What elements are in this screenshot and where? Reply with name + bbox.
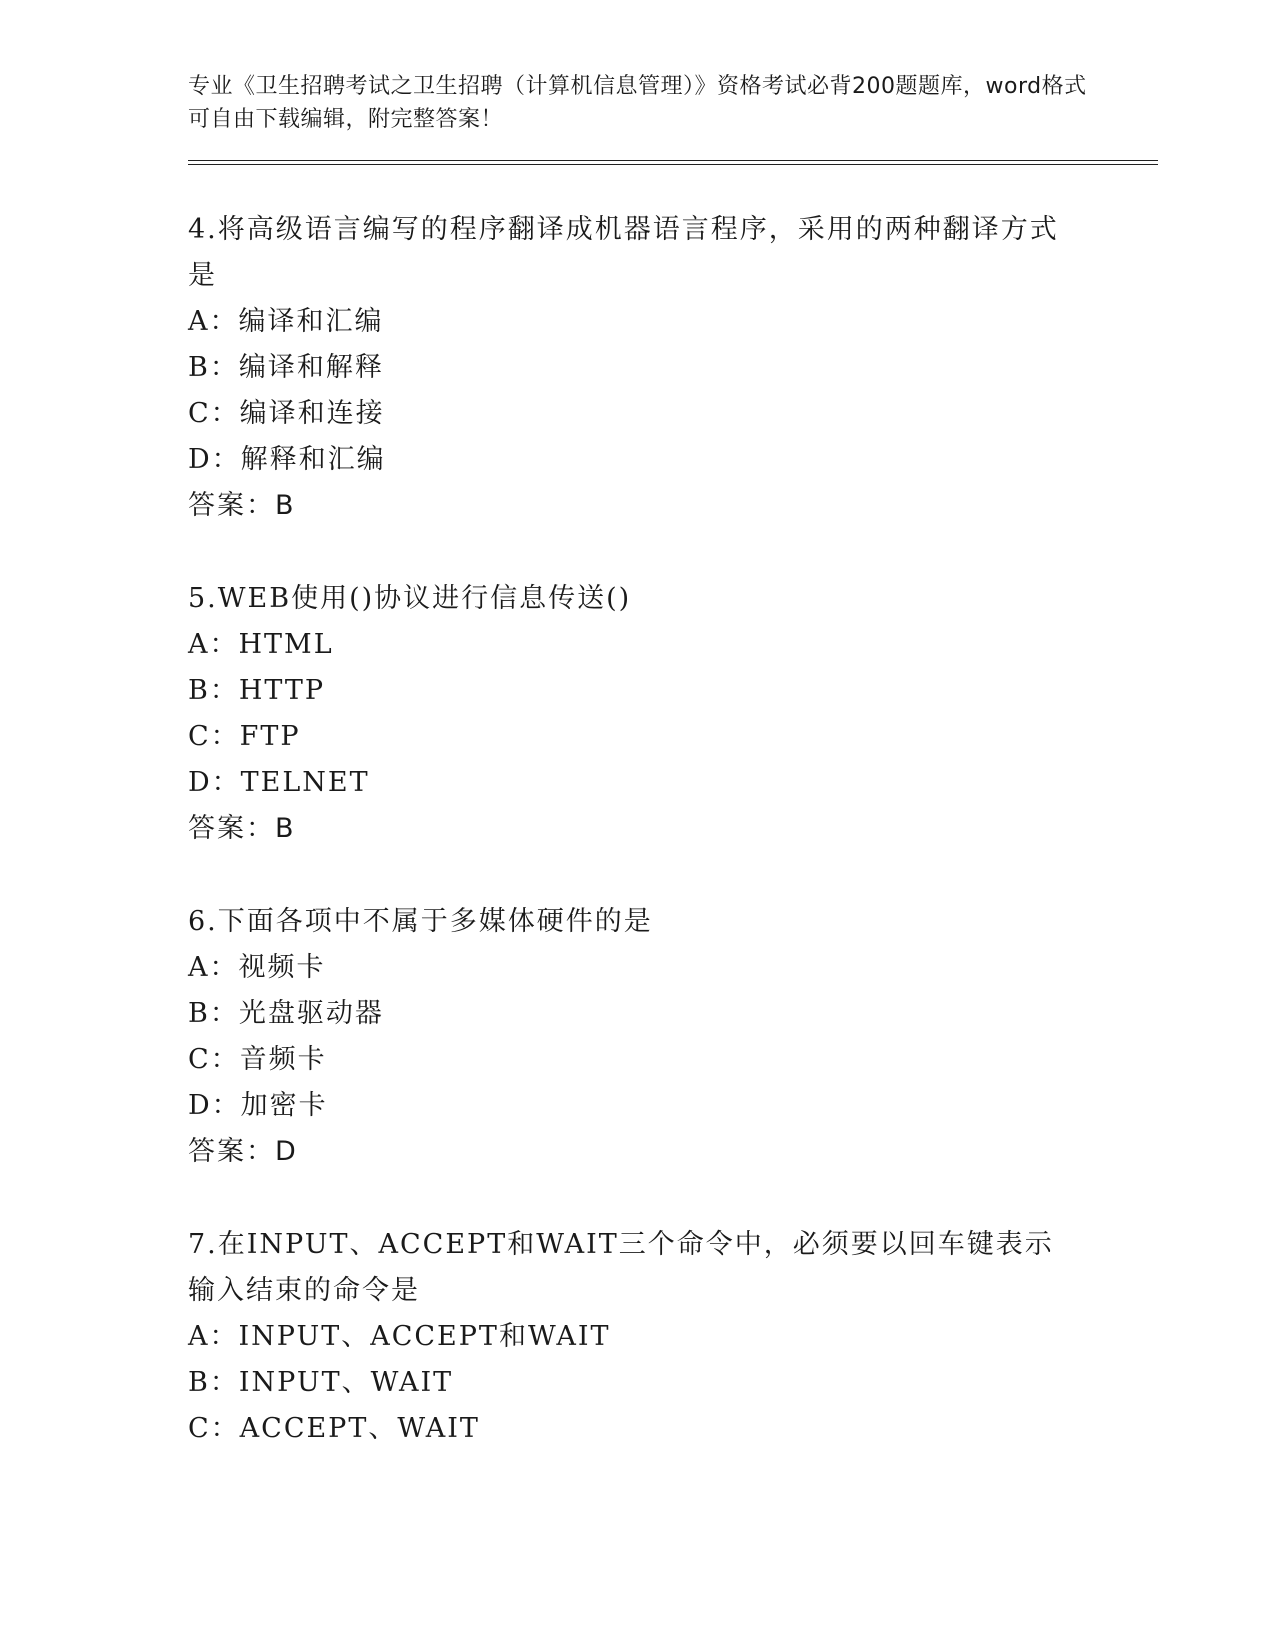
- answer-line: 答案：B: [188, 490, 296, 521]
- option-c: C：ACCEPT、WAIT: [188, 1413, 480, 1444]
- option-c: C：编译和连接: [188, 398, 385, 429]
- option-c: C：FTP: [188, 721, 301, 752]
- answer-line: 答案：D: [188, 1136, 298, 1167]
- question-5: [188, 576, 1158, 852]
- option-d: D：加密卡: [188, 1090, 328, 1121]
- option-b: B：INPUT、WAIT: [188, 1367, 454, 1398]
- question-title: 6.下面各项中不属于多媒体硬件的是: [188, 906, 653, 937]
- document-header: 专业《卫生招聘考试之卫生招聘（计算机信息管理）》资格考试必背200题题库，word格式可自由下载编辑，附完整答案！: [188, 74, 1087, 132]
- question-7: [188, 1222, 1158, 1452]
- question-4: [188, 207, 1158, 529]
- option-a: A：INPUT、ACCEPT和WAIT: [188, 1321, 611, 1352]
- option-d: D：解释和汇编: [188, 444, 386, 475]
- option-d: D：TELNET: [188, 767, 370, 798]
- option-b: B：HTTP: [188, 675, 326, 706]
- option-b: B：编译和解释: [188, 352, 384, 383]
- option-a: A：HTML: [188, 629, 334, 660]
- option-b: B：光盘驱动器: [188, 998, 384, 1029]
- question-title: 7.在INPUT、ACCEPT和WAIT三个命令中，必须要以回车键表示输入结束的命令是: [188, 1229, 1054, 1306]
- question-title: 5.WEB使用()协议进行信息传送(): [188, 583, 632, 614]
- document-page: [188, 70, 1158, 1499]
- option-a: A：编译和汇编: [188, 306, 384, 337]
- question-6: [188, 899, 1158, 1175]
- question-title: 4.将高级语言编写的程序翻译成机器语言程序，采用的两种翻译方式是: [188, 214, 1059, 291]
- option-a: A：视频卡: [188, 952, 326, 983]
- answer-line: 答案：B: [188, 813, 296, 844]
- option-c: C：音频卡: [188, 1044, 327, 1075]
- question-list: [188, 207, 1158, 1452]
- header-divider: [188, 160, 1158, 165]
